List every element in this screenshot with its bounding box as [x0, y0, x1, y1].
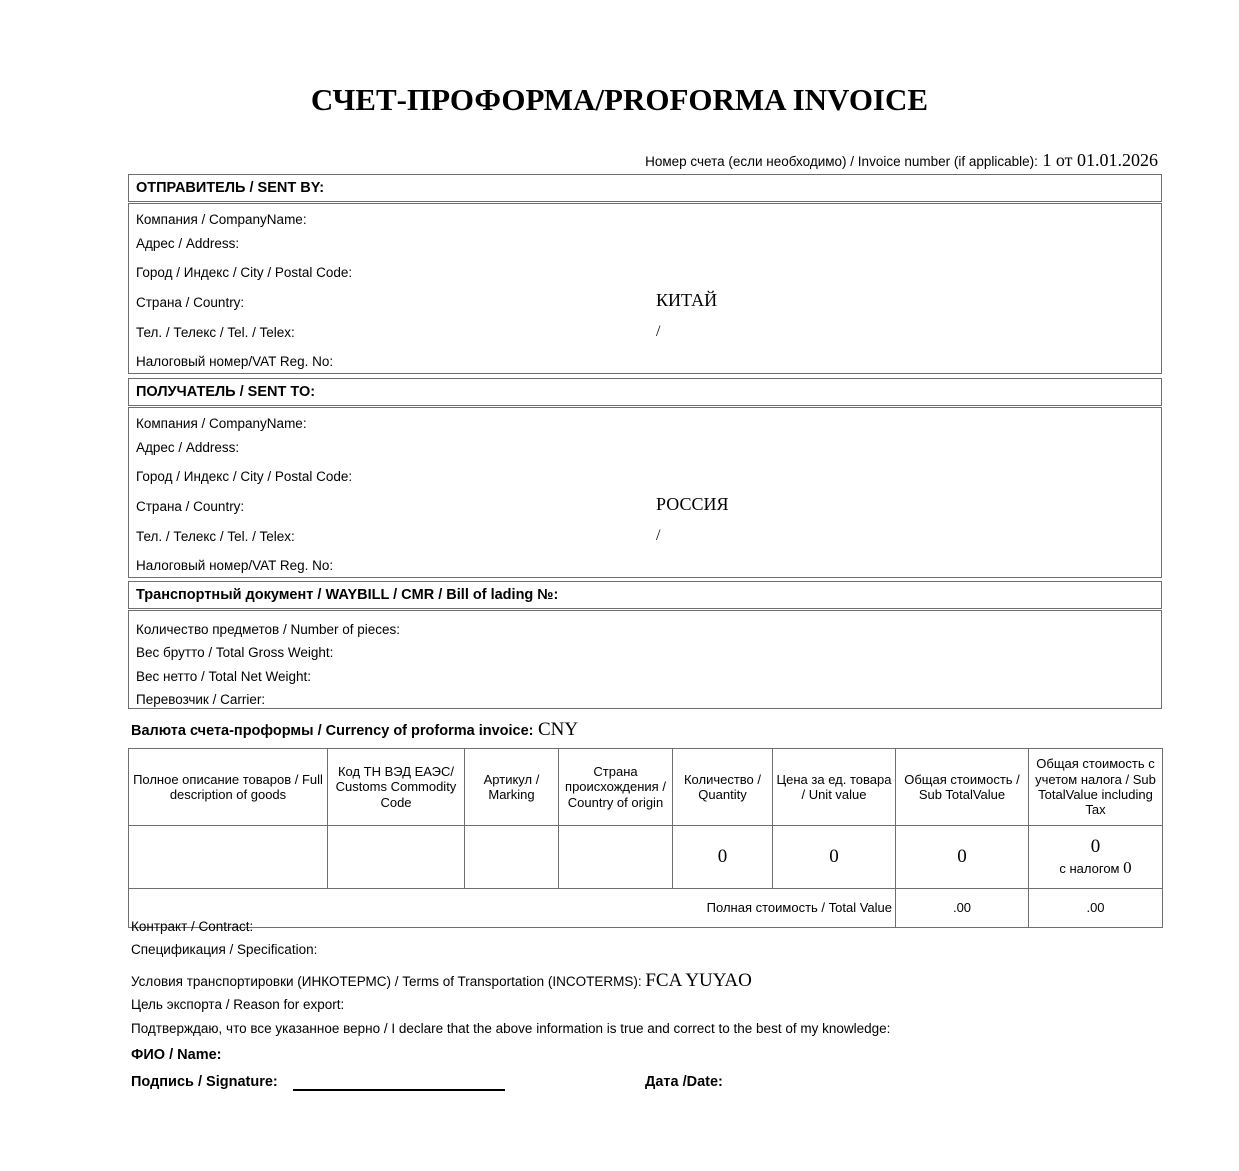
field-label: Количество предметов / Number of pieces: — [136, 622, 401, 637]
field-label: Город / Индекс / City / Postal Code: — [136, 469, 353, 484]
currency-label: Валюта счета-проформы / Currency of proforma invoice: — [131, 723, 534, 739]
cell-commodity-code[interactable] — [328, 826, 465, 889]
goods-table-total-row — [129, 889, 1163, 928]
field-label: Тел. / Телекс / Tel. / Telex: — [136, 529, 295, 544]
field-label: Страна / Country: — [136, 295, 245, 310]
sender-field-telex — [136, 323, 661, 340]
cell-tax-note — [1032, 858, 1159, 878]
recipient-field-city — [136, 469, 352, 484]
signature-line[interactable] — [293, 1089, 505, 1091]
recipient-band-title: ПОЛУЧАТЕЛЬ / SENT TO: — [136, 384, 316, 400]
cell-tax-note-label: с налогом — [1059, 860, 1120, 876]
table-row — [129, 826, 1163, 889]
cell-sub-total[interactable]: 0 — [896, 826, 1029, 889]
footer-declaration: Подтверждаю, что все указанное верно / I declare that the above information is true and correct to the best of my knowledge: — [131, 1021, 891, 1036]
total-with-tax-value: .00 — [1029, 889, 1163, 928]
invoice-number-line — [0, 150, 1158, 171]
waybill-field-pieces — [136, 622, 400, 637]
currency-line — [131, 719, 578, 741]
total-sub-value: .00 — [896, 889, 1029, 928]
field-label: Страна / Country: — [136, 499, 245, 514]
waybill-field-carrier — [136, 692, 265, 707]
recipient-field-telex — [136, 527, 661, 544]
recipient-fields-box — [128, 407, 1162, 578]
waybill-band-title: Транспортный документ / WAYBILL / CMR / Bill of lading №: — [136, 587, 559, 603]
field-label: Адрес / Address: — [136, 236, 240, 251]
field-label: Город / Индекс / City / Postal Code: — [136, 265, 353, 280]
footer-terms-value: FCA YUYAO — [645, 970, 752, 991]
col-header-sub-total: Общая стоимость / Sub TotalValue — [896, 749, 1029, 826]
waybill-band — [128, 581, 1162, 609]
sender-field-address — [136, 236, 239, 251]
sender-field-city — [136, 265, 352, 280]
col-header-quantity: Количество / Quantity — [673, 749, 773, 826]
sender-band — [128, 174, 1162, 202]
field-label: Перевозчик / Carrier: — [136, 692, 266, 707]
footer-date-label: Дата /Date: — [645, 1074, 723, 1090]
total-label: Полная стоимость / Total Value — [129, 889, 896, 928]
field-label: Вес брутто / Total Gross Weight: — [136, 645, 334, 660]
field-label: Вес нетто / Total Net Weight: — [136, 669, 312, 684]
field-value: КИТАЙ — [656, 290, 718, 310]
field-value: / — [656, 323, 661, 340]
invoice-number-value: 1 от 01.01.2026 — [1042, 150, 1158, 170]
col-header-marking: Артикул / Marking — [465, 749, 559, 826]
field-label: Налоговый номер/VAT Reg. No: — [136, 558, 334, 573]
sender-field-vat — [136, 354, 333, 369]
goods-table — [128, 748, 1163, 928]
sender-band-title: ОТПРАВИТЕЛЬ / SENT BY: — [136, 180, 325, 196]
page-title: СЧЕТ-ПРОФОРМА/PROFORMA INVOICE — [310, 82, 929, 117]
field-label: Компания / CompanyName: — [136, 212, 307, 227]
cell-tax-main-value: 0 — [1090, 835, 1101, 857]
cell-description[interactable] — [129, 826, 328, 889]
col-header-description: Полное описание товаров / Full description of goods — [129, 749, 328, 826]
footer-contract: Контракт / Contract: — [131, 919, 254, 934]
field-label: Налоговый номер/VAT Reg. No: — [136, 354, 334, 369]
footer-terms-label: Условия транспортировки (ИНКОТЕРМС) / Terms of Transportation (INCOTERMS): — [131, 974, 642, 989]
footer-name-label: ФИО / Name: — [131, 1047, 222, 1063]
recipient-field-address — [136, 440, 239, 455]
footer-reason: Цель экспорта / Reason for export: — [131, 997, 345, 1012]
sender-fields-box — [128, 203, 1162, 374]
cell-tax-note-value: 0 — [1123, 857, 1132, 877]
cell-quantity[interactable]: 0 — [673, 826, 773, 889]
goods-table-header-row — [129, 749, 1163, 826]
sender-field-company — [136, 212, 307, 227]
field-value: / — [656, 527, 661, 544]
recipient-field-company — [136, 416, 307, 431]
footer-terms — [131, 970, 752, 992]
waybill-field-gross-weight — [136, 645, 333, 660]
col-header-sub-total-with-tax: Общая стоимость с учетом налога / Sub TotalValue including Tax — [1029, 749, 1163, 826]
cell-unit-value[interactable]: 0 — [773, 826, 896, 889]
sender-field-country — [136, 290, 718, 310]
footer-specification: Спецификация / Specification: — [131, 942, 318, 957]
cell-country-of-origin[interactable] — [559, 826, 673, 889]
recipient-field-country — [136, 494, 729, 514]
field-value: РОССИЯ — [656, 494, 729, 514]
invoice-number-label: Номер счета (если необходимо) / Invoice number (if applicable): — [645, 154, 1038, 169]
col-header-commodity-code: Код ТН ВЭД ЕАЭС/ Customs Commodity Code — [328, 749, 465, 826]
cell-marking[interactable] — [465, 826, 559, 889]
recipient-band — [128, 378, 1162, 406]
field-label: Тел. / Телекс / Tel. / Telex: — [136, 325, 295, 340]
waybill-field-net-weight — [136, 669, 311, 684]
footer-signature-label: Подпись / Signature: — [131, 1074, 278, 1090]
col-header-country-of-origin: Страна происхождения / Country of origin — [559, 749, 673, 826]
col-header-unit-value: Цена за ед. товара / Unit value — [773, 749, 896, 826]
waybill-fields-box — [128, 610, 1162, 709]
cell-sub-total-with-tax[interactable] — [1029, 826, 1163, 889]
currency-value: CNY — [537, 719, 579, 740]
recipient-field-vat — [136, 558, 333, 573]
field-label: Компания / CompanyName: — [136, 416, 307, 431]
field-label: Адрес / Address: — [136, 440, 240, 455]
